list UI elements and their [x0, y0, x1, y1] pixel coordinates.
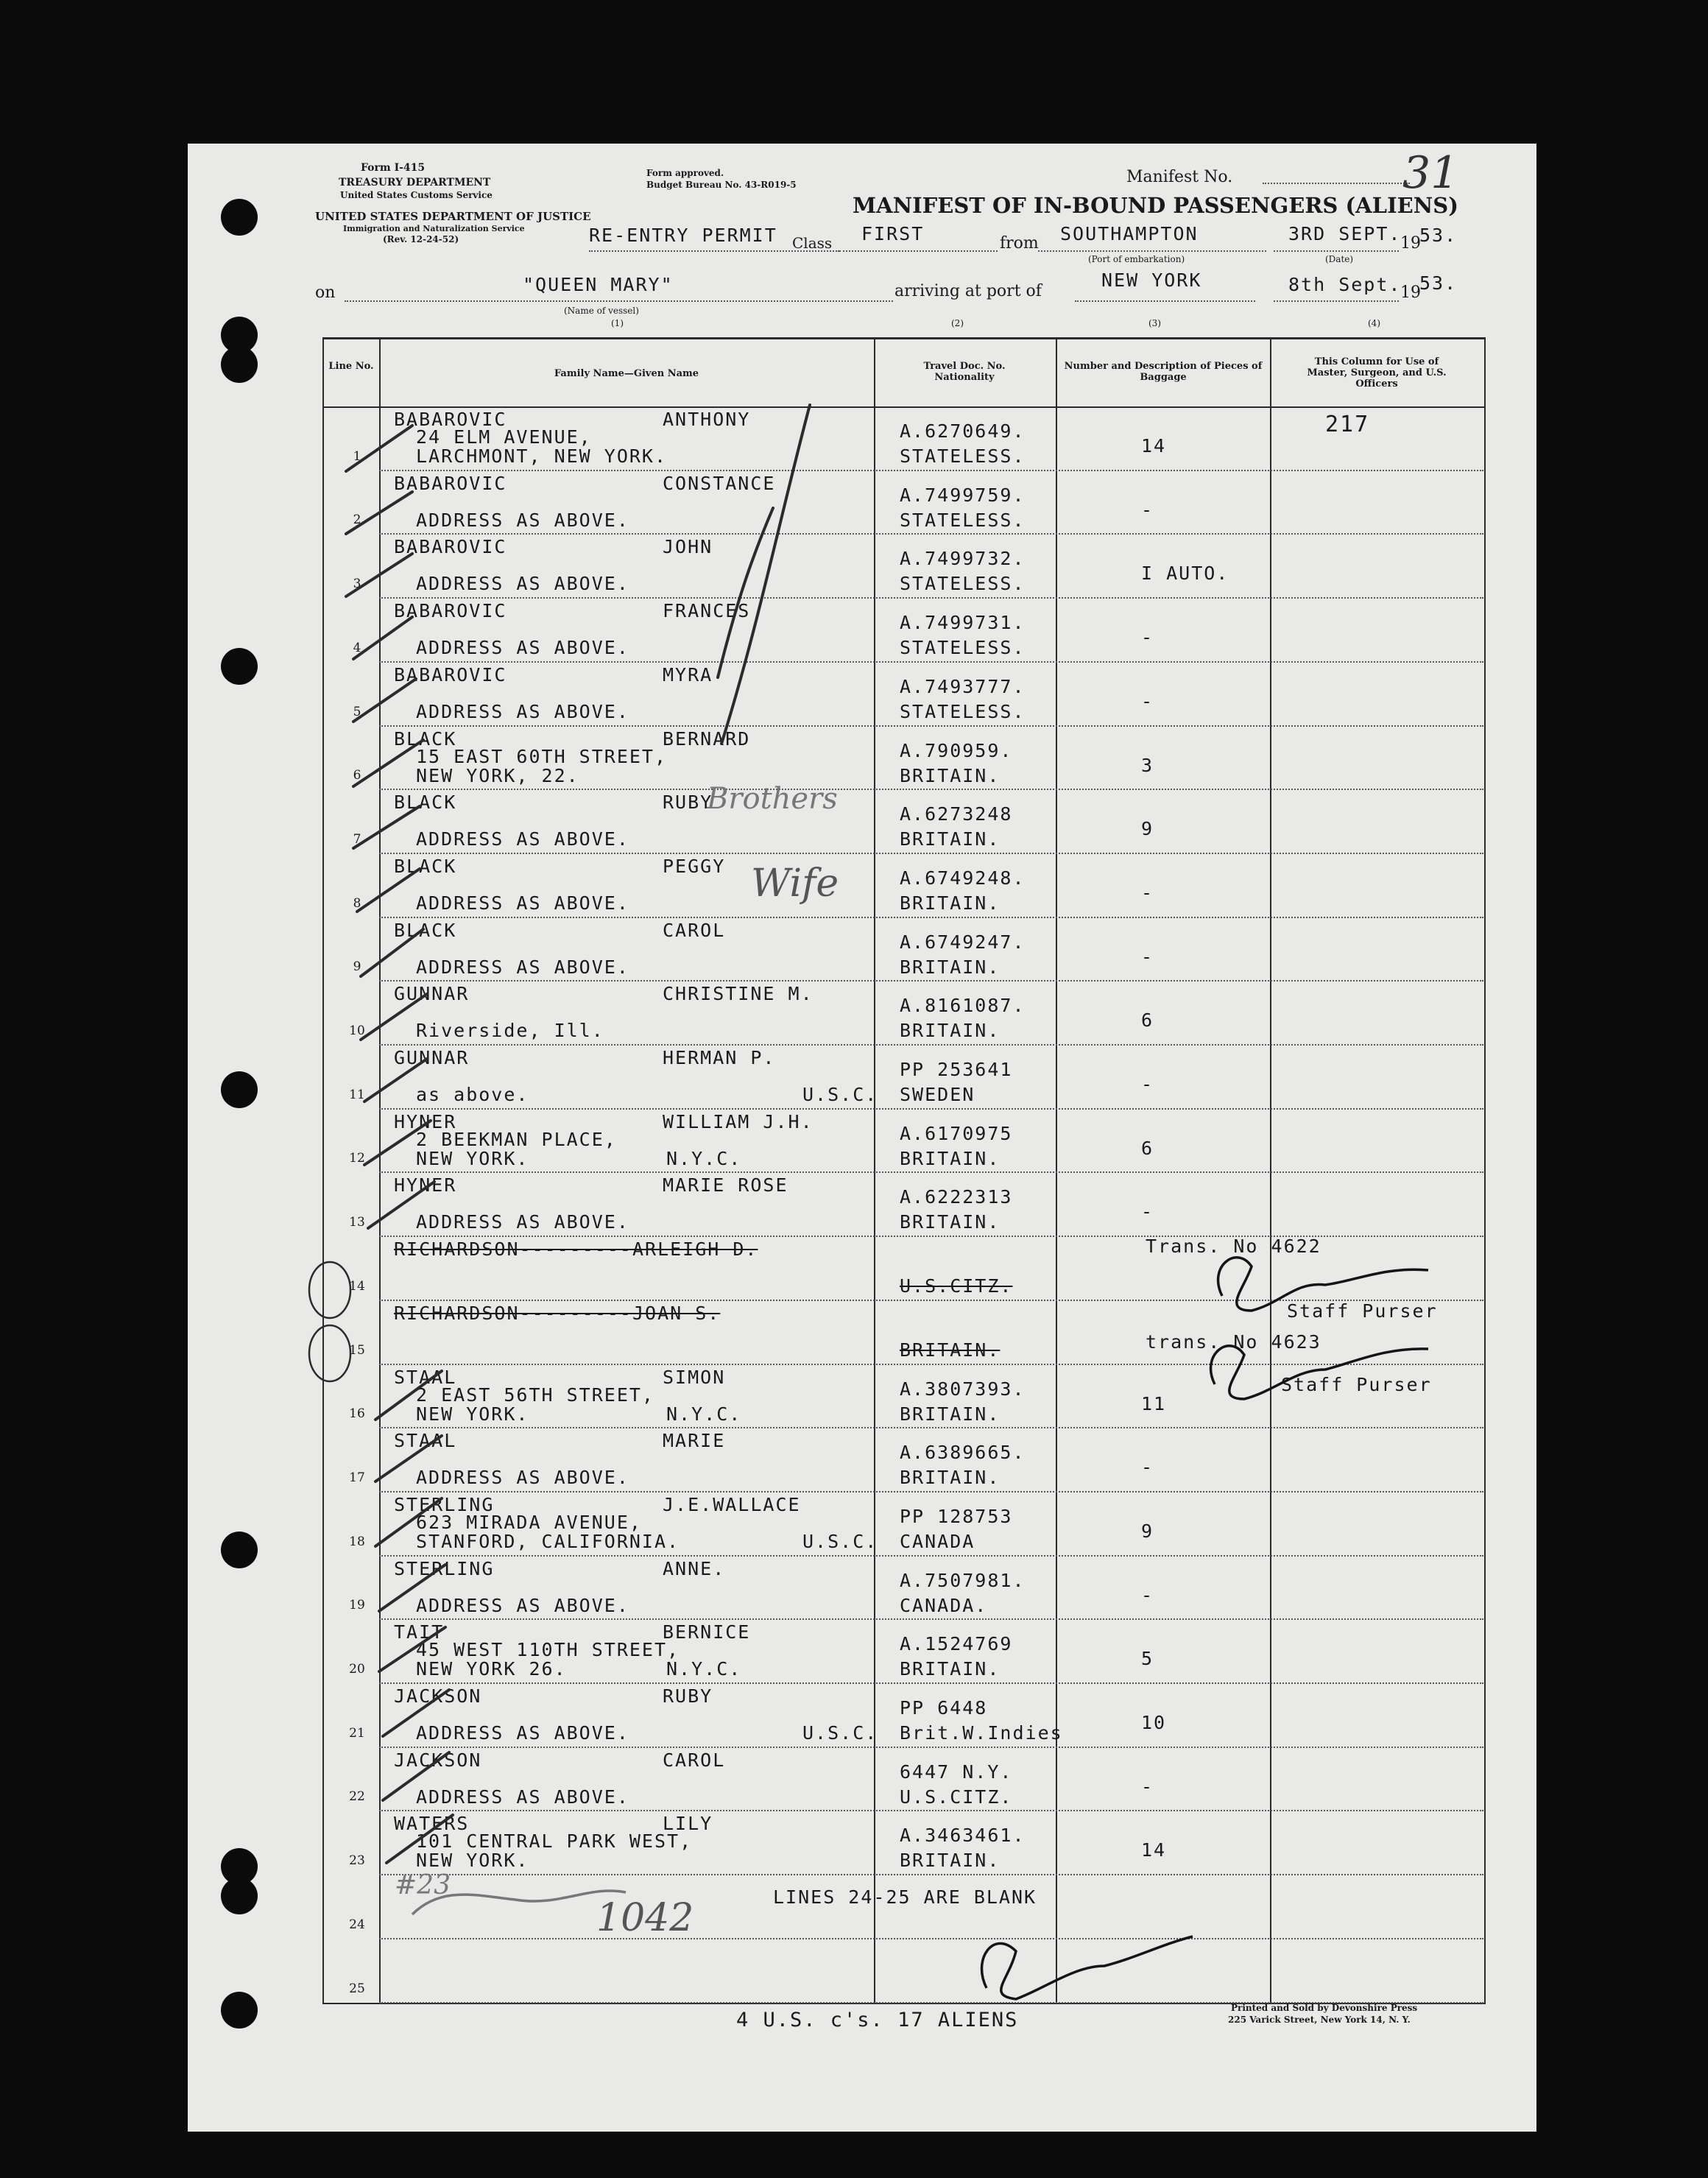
travel-doc-no: 6447 N.Y.	[900, 1761, 1013, 1783]
nationality: BRITAIN.	[900, 828, 1001, 850]
printer-line-1: Printed and Sold by Devonshire Press	[1231, 2003, 1418, 2013]
given-name: WILLIAM J.H.	[663, 1110, 814, 1132]
family-name: WATERS	[394, 1813, 470, 1835]
handwritten-wife: Wife	[751, 861, 839, 906]
given-name: JOHN	[663, 536, 713, 558]
nationality: BRITAIN.	[900, 892, 1001, 914]
family-name: BLACK	[394, 792, 457, 814]
line-number: 11	[349, 1087, 365, 1102]
family-name: BLACK	[394, 919, 457, 941]
travel-doc-no: A.1524769	[900, 1633, 1013, 1655]
baggage-count: 9	[1141, 818, 1154, 840]
line-number: 21	[349, 1725, 365, 1741]
line-number: 15	[349, 1342, 365, 1358]
travel-doc-no: A.7507981.	[900, 1569, 1026, 1591]
family-name: GUNNAR	[394, 1047, 470, 1068]
printer-line-2: 225 Varick Street, New York 14, N. Y.	[1228, 2015, 1411, 2025]
address-line-2: NEW YORK, 22.	[416, 764, 579, 786]
form-approved: Form approved.	[646, 168, 724, 178]
family-name: JACKSON	[394, 1685, 482, 1707]
given-name: MARIE	[663, 1430, 726, 1452]
address-line-2: ADDRESS AS ABOVE.	[416, 700, 629, 722]
officer-note: 217	[1325, 412, 1370, 437]
nationality: BRITAIN.	[900, 1147, 1001, 1169]
class-label: Class	[792, 234, 833, 252]
travel-doc-no: A.6222313	[900, 1186, 1013, 1208]
travel-doc-no: A.790959.	[900, 739, 1013, 761]
travel-doc-no: A.3463461.	[900, 1825, 1026, 1847]
given-name: BERNARD	[663, 727, 751, 750]
baggage-count: 5	[1141, 1648, 1154, 1670]
line-number: 24	[349, 1917, 365, 1932]
address-city: N.Y.C.	[666, 1147, 742, 1169]
travel-doc-no: A.7499759.	[900, 484, 1026, 506]
baggage-count: 11	[1141, 1392, 1167, 1414]
line-number: 18	[349, 1534, 365, 1549]
nationality: BRITAIN.	[900, 1467, 1001, 1489]
family-name: BLACK	[394, 727, 457, 750]
nationality: BRITAIN.	[900, 1850, 1001, 1872]
nationality: STATELESS.	[900, 509, 1026, 531]
address-line-1: 101 CENTRAL PARK WEST,	[416, 1830, 693, 1853]
line-number: 6	[353, 768, 361, 783]
address-line-2: ADDRESS AS ABOVE.	[416, 1594, 629, 1616]
given-name: ANTHONY	[663, 409, 751, 430]
ins-service: Immigration and Naturalization Service	[343, 224, 525, 233]
nationality: U.S.CITZ.	[900, 1275, 1013, 1297]
given-name: BERNICE	[663, 1621, 751, 1643]
given-name: CHRISTINE M.	[663, 983, 814, 1005]
family-name: RICHARDSON---------JOAN S.	[394, 1302, 721, 1324]
form-rev: (Rev. 12-24-52)	[383, 234, 459, 244]
baggage-count: -	[1141, 498, 1154, 521]
family-name: BABAROVIC	[394, 600, 507, 622]
budget-bureau: Budget Bureau No. 43-R019-5	[646, 180, 797, 190]
arriving-label: arriving at port of	[894, 282, 1042, 300]
address-line-1: 2 BEEKMAN PLACE,	[416, 1128, 617, 1150]
baggage-count: -	[1141, 945, 1154, 968]
family-name: HYNER	[394, 1110, 457, 1132]
line-number: 8	[353, 895, 361, 911]
baggage-count: 14	[1141, 1839, 1167, 1861]
travel-doc-no: A.7499731.	[900, 612, 1026, 634]
arrival-year-prefix: 19	[1400, 283, 1421, 302]
baggage-count: -	[1141, 1201, 1154, 1223]
address-line-2: ADDRESS AS ABOVE.	[416, 637, 629, 659]
given-name: J.E.WALLACE	[663, 1493, 801, 1515]
given-name: SIMON	[663, 1366, 726, 1388]
line-number: 22	[349, 1789, 365, 1805]
given-name: CONSTANCE	[663, 472, 776, 494]
nationality: STATELESS.	[900, 445, 1026, 467]
line-number: 12	[349, 1151, 365, 1166]
address-line-2: NEW YORK.	[416, 1850, 529, 1872]
address-city: N.Y.C.	[666, 1403, 742, 1425]
travel-doc-no: A.6273248	[900, 803, 1013, 825]
given-name: MYRA	[663, 663, 713, 686]
travel-doc-no: PP 253641	[900, 1059, 1013, 1080]
nationality: STATELESS.	[900, 700, 1026, 722]
line-number: 2	[353, 512, 361, 528]
arrival-port: NEW YORK	[1101, 269, 1202, 291]
col-3-label: (3)	[1148, 318, 1161, 328]
address-line-2: NEW YORK 26.	[416, 1658, 567, 1680]
col-header-baggage: Number and Description of Pieces of Baggage	[1064, 361, 1263, 383]
address-line-2: ADDRESS AS ABOVE.	[416, 1722, 629, 1744]
from-label: from	[1000, 234, 1039, 253]
nationality: SWEDEN	[900, 1084, 975, 1105]
customs-service: United States Customs Service	[340, 190, 493, 200]
travel-doc-no: A.6749247.	[900, 931, 1026, 953]
nationality: BRITAIN.	[900, 1339, 1001, 1361]
usc-mark: U.S.C.	[802, 1530, 878, 1552]
given-name: RUBY	[663, 1685, 713, 1707]
vessel-name: "QUEEN MARY"	[523, 274, 674, 295]
family-name: GUNNAR	[394, 983, 470, 1005]
given-name: LILY	[663, 1813, 713, 1835]
nationality: U.S.CITZ.	[900, 1786, 1013, 1808]
baggage-count: -	[1141, 690, 1154, 712]
travel-doc-no: A.7493777.	[900, 675, 1026, 697]
line-number: 3	[353, 577, 361, 592]
baggage-count: 9	[1141, 1520, 1154, 1542]
baggage-count: 6	[1141, 1137, 1154, 1159]
reentry-permit: RE-ENTRY PERMIT	[589, 225, 777, 246]
family-name: BLACK	[394, 855, 457, 877]
baggage-count: 14	[1141, 435, 1167, 457]
manifest-no-handwritten: 31	[1402, 147, 1459, 199]
baggage-count: 3	[1141, 754, 1154, 776]
nationality: BRITAIN.	[900, 1658, 1001, 1680]
class-value: FIRST	[861, 223, 925, 244]
col-2-label: (2)	[951, 318, 964, 328]
address-line-2: ADDRESS AS ABOVE.	[416, 509, 629, 531]
travel-doc-no: PP 6448	[900, 1697, 988, 1719]
given-name: CAROL	[663, 919, 726, 941]
family-name: STAAL	[394, 1366, 457, 1388]
given-name: RUBY	[663, 792, 713, 814]
address-line-2: NEW YORK.	[416, 1147, 529, 1169]
baggage-count: -	[1141, 1775, 1154, 1797]
family-name: TAIT	[394, 1621, 445, 1643]
transfer-note-1: Trans. No 4622	[1146, 1236, 1321, 1257]
nationality: STATELESS.	[900, 637, 1026, 659]
address-line-2: ADDRESS AS ABOVE.	[416, 1467, 629, 1489]
address-line-2: ADDRESS AS ABOVE.	[416, 956, 629, 978]
travel-doc-no: A.6389665.	[900, 1442, 1026, 1464]
address-line-2: Riverside, Ill.	[416, 1020, 604, 1042]
nationality: BRITAIN.	[900, 764, 1001, 786]
travel-doc-no: A.7499732.	[900, 548, 1026, 570]
address-line-2: LARCHMONT, NEW YORK.	[416, 445, 668, 467]
nationality: BRITAIN.	[900, 1403, 1001, 1425]
nationality: Brit.W.Indies	[900, 1722, 1063, 1744]
baggage-count: I AUTO.	[1141, 563, 1229, 585]
address-line-2: ADDRESS AS ABOVE.	[416, 1211, 629, 1233]
staff-purser-1: Staff Purser	[1287, 1300, 1438, 1322]
line-number: 14	[349, 1278, 365, 1294]
manifest-title: MANIFEST OF IN-BOUND PASSENGERS (ALIENS)	[853, 193, 1458, 218]
given-name: HERMAN P.	[663, 1047, 776, 1068]
col-header-travel: Travel Doc. No. Nationality	[923, 361, 1006, 383]
staff-purser-2: Staff Purser	[1281, 1374, 1432, 1395]
address-line-1: 15 EAST 60TH STREET,	[416, 745, 668, 767]
travel-doc-no: A.8161087.	[900, 995, 1026, 1017]
nationality: BRITAIN.	[900, 1020, 1001, 1042]
family-name: RICHARDSON---------ARLEIGH D.	[394, 1238, 758, 1261]
address-line-2: ADDRESS AS ABOVE.	[416, 828, 629, 850]
travel-doc-no: A.3807393.	[900, 1378, 1026, 1400]
nationality: BRITAIN.	[900, 956, 1001, 978]
address-line-2: STANFORD, CALIFORNIA.	[416, 1530, 680, 1552]
nationality: BRITAIN.	[900, 1211, 1001, 1233]
line-number: 19	[349, 1598, 365, 1613]
given-name: PEGGY	[663, 855, 726, 877]
check-stroke-1	[721, 405, 810, 744]
manifest-no-label: Manifest No.	[1126, 168, 1233, 186]
address-line-1: 623 MIRADA AVENUE,	[416, 1511, 642, 1533]
usc-mark: U.S.C.	[802, 1084, 878, 1105]
address-line-2: ADDRESS AS ABOVE.	[416, 892, 629, 914]
line-number: 25	[349, 1981, 365, 1996]
family-name: STAAL	[394, 1430, 457, 1452]
blank-lines-note: LINES 24-25 ARE BLANK	[773, 1886, 1037, 1908]
port-embark-label: (Port of embarkation)	[1088, 254, 1185, 264]
family-name: STERLING	[394, 1557, 495, 1579]
col-header-officers: This Column for Use of Master, Surgeon, and U.S. Officers	[1307, 356, 1447, 390]
family-name: BABAROVIC	[394, 472, 507, 494]
address-line-1: 2 EAST 56TH STREET,	[416, 1384, 654, 1406]
baggage-count: 10	[1141, 1712, 1167, 1733]
date-value: 3RD SEPT.	[1288, 223, 1402, 244]
address-line-2: ADDRESS AS ABOVE.	[416, 573, 629, 595]
line-number: 13	[349, 1215, 365, 1230]
line-number: 16	[349, 1406, 365, 1422]
justice-dept: UNITED STATES DEPARTMENT OF JUSTICE	[315, 210, 591, 223]
handwritten-1042: 1042	[596, 1896, 694, 1940]
given-name: MARIE ROSE	[663, 1174, 788, 1197]
given-name: ANNE.	[663, 1557, 726, 1579]
baggage-count: -	[1141, 1584, 1154, 1606]
family-name: JACKSON	[394, 1749, 482, 1771]
line-number: 5	[353, 704, 361, 719]
family-name: STERLING	[394, 1493, 495, 1515]
family-name: HYNER	[394, 1174, 457, 1197]
family-name: BABAROVIC	[394, 409, 507, 430]
address-city: N.Y.C.	[666, 1658, 742, 1680]
address-line-2: as above.	[416, 1084, 529, 1105]
year-value: 53.	[1419, 225, 1458, 246]
nationality: CANADA.	[900, 1594, 988, 1616]
family-name: BABAROVIC	[394, 663, 507, 686]
year-prefix: 19	[1400, 234, 1421, 253]
line-number: 9	[353, 959, 361, 975]
family-name: BABAROVIC	[394, 536, 507, 558]
vessel-label: (Name of vessel)	[564, 306, 639, 316]
travel-doc-no: A.6170975	[900, 1122, 1013, 1144]
line-number: 23	[349, 1853, 365, 1869]
line-number: 1	[353, 448, 361, 464]
handwritten-23: #23	[395, 1870, 451, 1900]
travel-doc-no: A.6749248.	[900, 867, 1026, 889]
col-header-line: Line No.	[328, 361, 374, 372]
handwritten-brothers: Brothers	[707, 782, 838, 816]
col-4-label: (4)	[1368, 318, 1380, 328]
line-number: 20	[349, 1662, 365, 1677]
address-line-1: 24 ELM AVENUE,	[416, 426, 592, 448]
address-line-1: 45 WEST 110TH STREET,	[416, 1639, 680, 1661]
col-1-label: (1)	[611, 318, 624, 328]
address-line-2: NEW YORK.	[416, 1403, 529, 1425]
form-number: Form I-415	[361, 162, 426, 174]
from-value: SOUTHAMPTON	[1060, 223, 1199, 244]
baggage-count: -	[1141, 627, 1154, 649]
travel-doc-no: A.6270649.	[900, 420, 1026, 442]
line-number: 17	[349, 1470, 365, 1485]
given-name: CAROL	[663, 1749, 726, 1771]
line-number: 7	[353, 831, 361, 847]
check-stroke-2	[718, 508, 773, 677]
baggage-count: -	[1141, 1456, 1154, 1479]
travel-doc-no: PP 128753	[900, 1505, 1013, 1527]
arrival-year: 53.	[1419, 272, 1458, 294]
address-line-2: ADDRESS AS ABOVE.	[416, 1786, 629, 1808]
arrival-date: 8th Sept.	[1288, 274, 1402, 295]
baggage-count: 6	[1141, 1009, 1154, 1032]
treasury-dept: TREASURY DEPARTMENT	[339, 177, 491, 188]
baggage-count: -	[1141, 1074, 1154, 1095]
on-label: on	[315, 283, 336, 302]
usc-mark: U.S.C.	[802, 1722, 878, 1744]
nationality: STATELESS.	[900, 573, 1026, 595]
line-number: 4	[353, 640, 361, 655]
nationality: CANADA	[900, 1530, 975, 1552]
col-header-name: Family Name—Given Name	[554, 368, 699, 379]
given-name: FRANCES	[663, 600, 751, 622]
date-label: (Date)	[1325, 254, 1354, 264]
transfer-note-2: trans. No 4623	[1146, 1331, 1321, 1353]
baggage-count: -	[1141, 881, 1154, 903]
totals-line: 4 U.S. c's. 17 ALIENS	[736, 2009, 1019, 2031]
line-number: 10	[349, 1023, 365, 1038]
